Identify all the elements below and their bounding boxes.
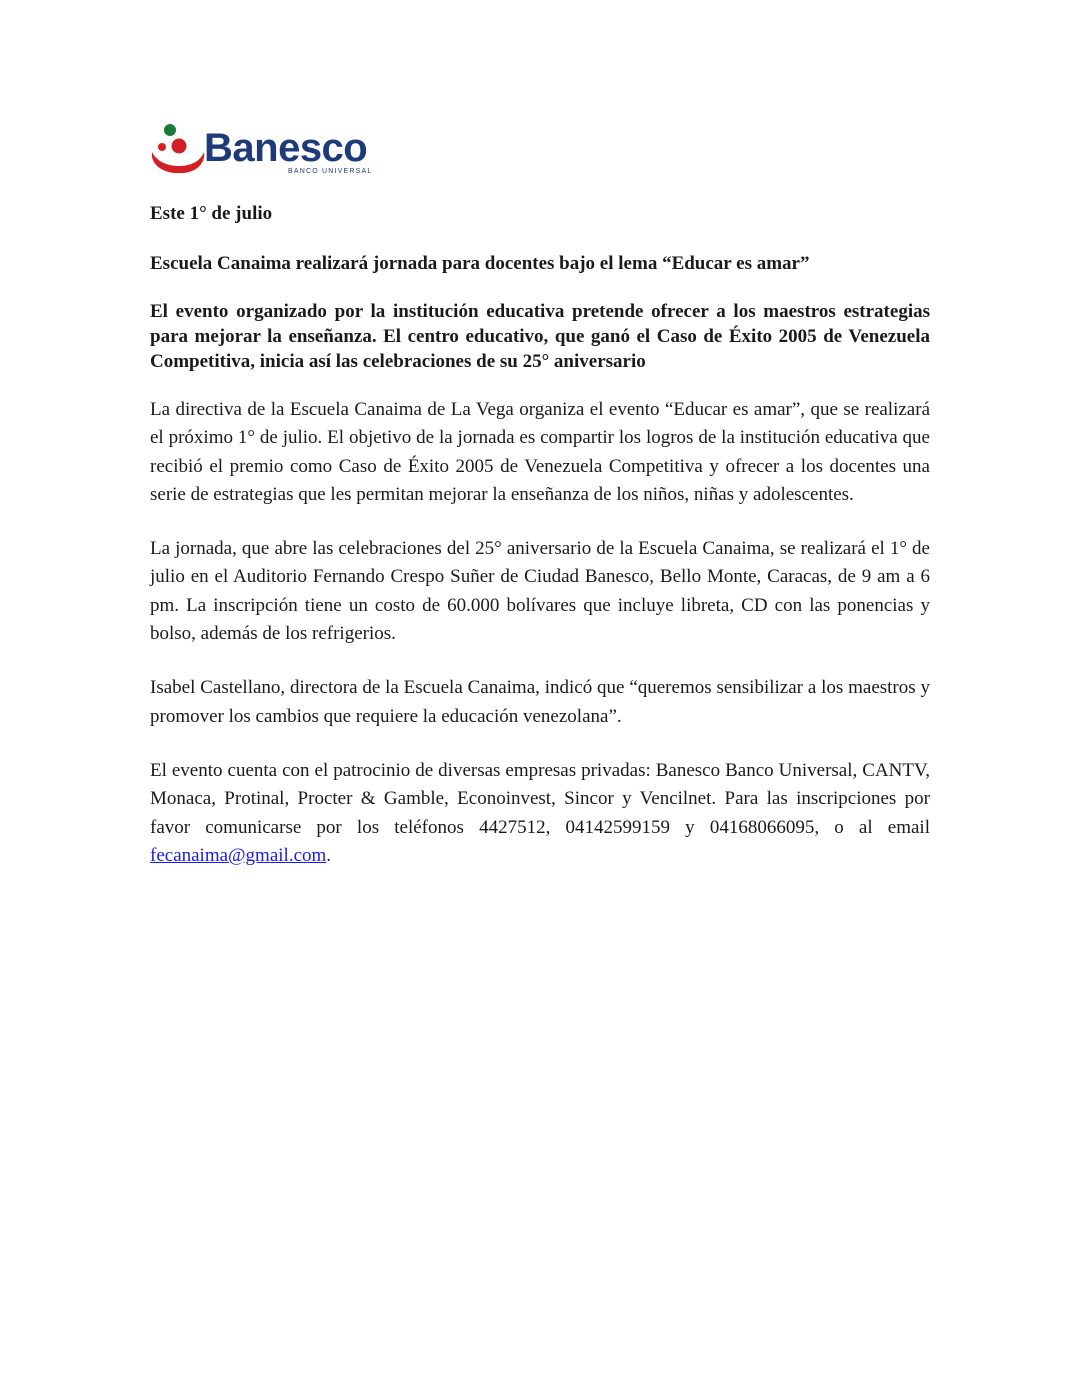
logo-tagline: BANCO UNIVERSAL <box>288 168 373 175</box>
date-line: Este 1° de julio <box>150 203 273 224</box>
banesco-logo-icon <box>148 122 208 178</box>
paragraph-1: La directiva de la Escuela Canaima de La Vega organiza el evento “Educar es amar”, que se realizará el próximo 1° de julio. El objetivo de la jornada es compartir los logros de la institución educativa que recibió el premio como Caso de Éxito 2005 de Venezuela Competitiva y ofrecer a los docentes una serie de estrategias que les permitan mejorar la enseñanza de los niños, niñas y adolescentes. <box>150 399 930 505</box>
paragraph-3: Isabel Castellano, directora de la Escuela Canaima, indicó que “queremos sensibilizar a los maestros y promover los cambios que requiere la educación venezolana”. <box>150 677 930 727</box>
paragraph-4-end: . <box>326 844 332 866</box>
subheadline: El evento organizado por la institución educativa pretende ofrecer a los maestros estrategias para mejorar la enseñanza. El centro educativo, que ganó el Caso de Éxito 2005 de Venezuela Competitiva, inicia así las celebraciones de su 25° aniversario <box>150 301 930 372</box>
banesco-logo <box>150 118 410 180</box>
email-link[interactable]: fecanaima@gmail.com <box>150 844 327 866</box>
paragraph-2: La jornada, que abre las celebraciones del 25° aniversario de la Escuela Canaima, se realizará el 1° de julio en el Auditorio Fernando Crespo Suñer de Ciudad Banesco, Bello Monte, Caracas, de 9 am a 6 pm. La inscripción tiene un costo de 60.000 bolívares que incluye libreta, CD con las ponencias y bolso, además de los refrigerios. <box>150 538 930 645</box>
paragraph-4 <box>150 757 930 870</box>
paragraph-4-text: El evento cuenta con el patrocinio de diversas empresas privadas: Banesco Banco Universal, CANTV, Monaca, Protinal, Procter & Gamble, Econoinvest, Sincor y Vencilnet. Para las inscripciones por favor comunicarse por los teléfonos 4427512, 04142599159 y 04168066095, o al email <box>150 759 930 838</box>
document-page <box>150 118 930 870</box>
logo-wordmark: Banesco <box>204 126 368 170</box>
headline: Escuela Canaima realizará jornada para docentes bajo el lema “Educar es amar” <box>150 253 810 274</box>
